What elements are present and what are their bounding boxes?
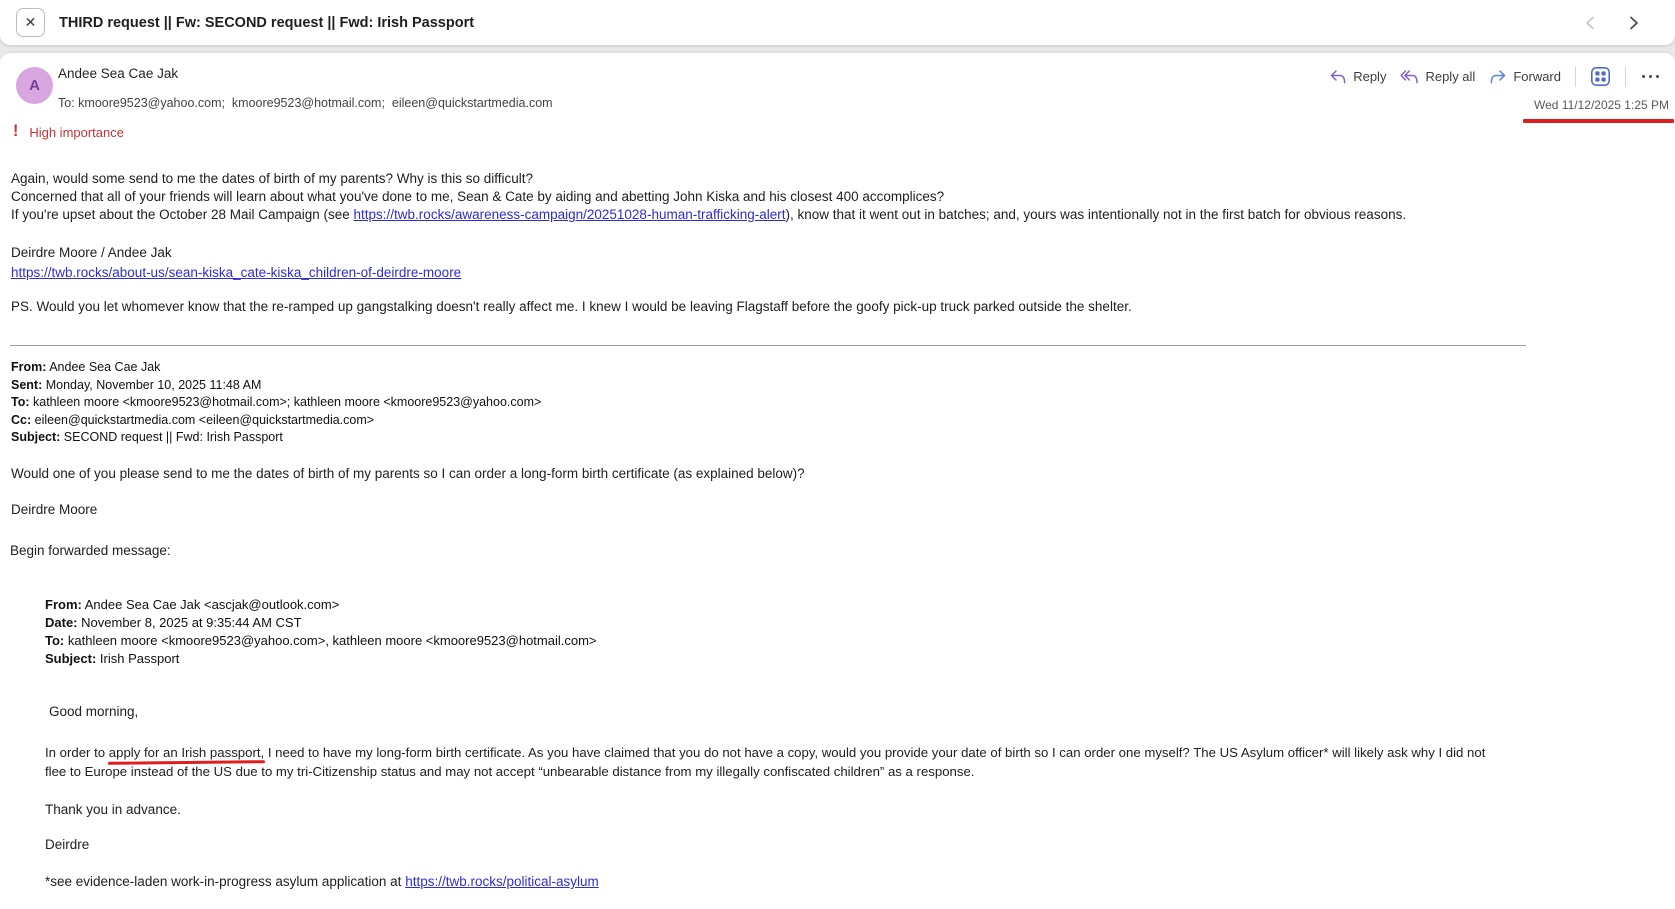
about-us-link[interactable]: https://twb.rocks/about-us/sean-kiska_cate-kiska_children-of-deirdre-moore — [11, 265, 462, 280]
begin-forwarded-label: Begin forwarded message: — [10, 543, 171, 558]
subject-label: Subject: — [11, 430, 61, 444]
message-pane — [0, 53, 1675, 909]
from-label: From: — [11, 360, 47, 374]
more-options-button[interactable] — [1640, 73, 1661, 80]
forward-label: Forward — [1513, 69, 1561, 84]
reply-label: Reply — [1353, 69, 1387, 84]
message-actions — [1329, 66, 1661, 87]
political-asylum-link[interactable]: https://twb.rocks/political-asylum — [405, 874, 599, 889]
forwarded-greeting: Good morning, — [49, 704, 139, 719]
subject-value: SECOND request || Fwd: Irish Passport — [63, 430, 283, 444]
sent-label: Sent: — [11, 377, 43, 392]
close-button[interactable] — [16, 8, 45, 37]
to-value: kathleen moore <kmoore9523@yahoo.com>, kathleen moore <kmoore9523@hotmail.com> — [67, 633, 597, 648]
annotation-red-underline-date — [1523, 119, 1674, 123]
next-item-button[interactable] — [1623, 12, 1645, 34]
chevron-left-icon — [1584, 16, 1596, 30]
from-label: From: — [45, 597, 82, 612]
chevron-right-icon — [1628, 16, 1640, 30]
body-line: Concerned that all of your friends will learn about what you've done to me, Sean & Cate by aiding and abetting John Kiska and his closest 400 accomplices? — [11, 189, 945, 204]
body-line: If you're upset about the October 28 Mail Campaign (see https://twb.rocks/awareness-campaign/20251028-human-trafficking-alert), know that it went out in batches; and, yours was intentionally not in the first batch for obvious reasons. — [11, 207, 1407, 222]
recipients: kmoore9523@yahoo.com; kmoore9523@hotmail.com; eileen@quickstartmedia.com — [78, 96, 553, 110]
annotation-red-underline-phrase: apply for an Irish passport, — [108, 745, 265, 760]
signature-name: Deirdre Moore / Andee Jak — [11, 245, 172, 260]
high-importance-icon: ! — [13, 122, 19, 141]
previous-item-button[interactable] — [1579, 12, 1601, 34]
from-value: Andee Sea Cae Jak <ascjak@outlook.com> — [84, 597, 340, 612]
reply-button[interactable] — [1329, 69, 1386, 85]
separator — [1625, 67, 1626, 87]
quoted-message-header — [11, 359, 541, 447]
from-value: Andee Sea Cae Jak — [49, 360, 161, 374]
importance-banner — [13, 124, 124, 140]
forwarded-paragraph: In order to apply for an Irish passport, I need to have my long-form birth certificate. As you have claimed that you do not have a copy, would you provide your date of birth so I can order one myself? The US Asylum officer* will likely ask why I did not flee to Europe instead of the US due to my tri-Citizenship status and may not accept “unbearable distance from my illegally confiscated children” as a response. — [45, 745, 1486, 779]
date-label: Date: — [45, 615, 78, 630]
about-us-link-line — [11, 264, 461, 282]
message-date: Wed 11/12/2025 1:25 PM — [1534, 98, 1669, 112]
apps-grid-icon — [1590, 66, 1611, 87]
forwarded-footnote: *see evidence-laden work-in-progress asylum application at https://twb.rocks/political-asylum — [45, 874, 599, 889]
sent-value: Monday, November 10, 2025 11:48 AM — [45, 377, 262, 392]
close-icon: ✕ — [24, 14, 37, 30]
quoted-request-line: Would one of you please send to me the dates of birth of my parents so I can order a long-form birth certificate (as explained below)? — [11, 466, 805, 481]
subject-label: Subject: — [45, 651, 97, 666]
importance-label: High importance — [29, 124, 124, 140]
reply-icon — [1329, 69, 1347, 85]
forward-icon — [1489, 69, 1507, 85]
quoted-message-divider — [10, 345, 1526, 346]
forward-button[interactable] — [1489, 69, 1561, 85]
recipients-line[interactable] — [58, 96, 553, 110]
body-line: Again, would some send to me the dates of birth of my parents? Why is this so difficult? — [11, 171, 534, 186]
subject-value: Irish Passport — [99, 651, 180, 666]
ps-line: PS. Would you let whomever know that the re-ramped up gangstalking doesn't really affect me. I knew I would be leaving Flagstaff before the goofy pick-up truck parked outside the shelter. — [11, 299, 1132, 314]
sender-name[interactable]: Andee Sea Cae Jak — [58, 66, 179, 81]
window-title: THIRD request || Fw: SECOND request || Fwd: Irish Passport — [59, 14, 475, 31]
more-icon — [1642, 75, 1645, 78]
to-label: To: — [11, 395, 30, 409]
sender-avatar[interactable] — [16, 67, 53, 104]
to-label: To: — [45, 633, 65, 648]
message-body-paragraph — [11, 170, 1406, 224]
campaign-link[interactable]: https://twb.rocks/awareness-campaign/20251028-human-trafficking-alert — [353, 207, 786, 222]
separator — [1575, 67, 1576, 87]
cc-label: Cc: — [11, 412, 32, 427]
reply-all-label: Reply all — [1425, 69, 1476, 84]
apps-button[interactable] — [1590, 66, 1611, 87]
to-label: To: — [58, 96, 75, 110]
date-value: November 8, 2025 at 9:35:44 AM CST — [81, 615, 302, 630]
reply-all-icon — [1400, 69, 1419, 85]
quoted-signature: Deirdre Moore — [11, 502, 98, 517]
to-value: kathleen moore <kmoore9523@hotmail.com>; kathleen moore <kmoore9523@yahoo.com> — [33, 395, 542, 409]
avatar-initial: A — [29, 77, 40, 94]
cc-value: eileen@quickstartmedia.com <eileen@quickstartmedia.com> — [34, 412, 375, 427]
forwarded-signature: Deirdre — [45, 837, 90, 852]
forwarded-thanks: Thank you in advance. — [45, 802, 181, 817]
forwarded-message-header — [45, 596, 597, 668]
window-titlebar — [0, 0, 1675, 45]
reply-all-button[interactable] — [1400, 69, 1475, 85]
